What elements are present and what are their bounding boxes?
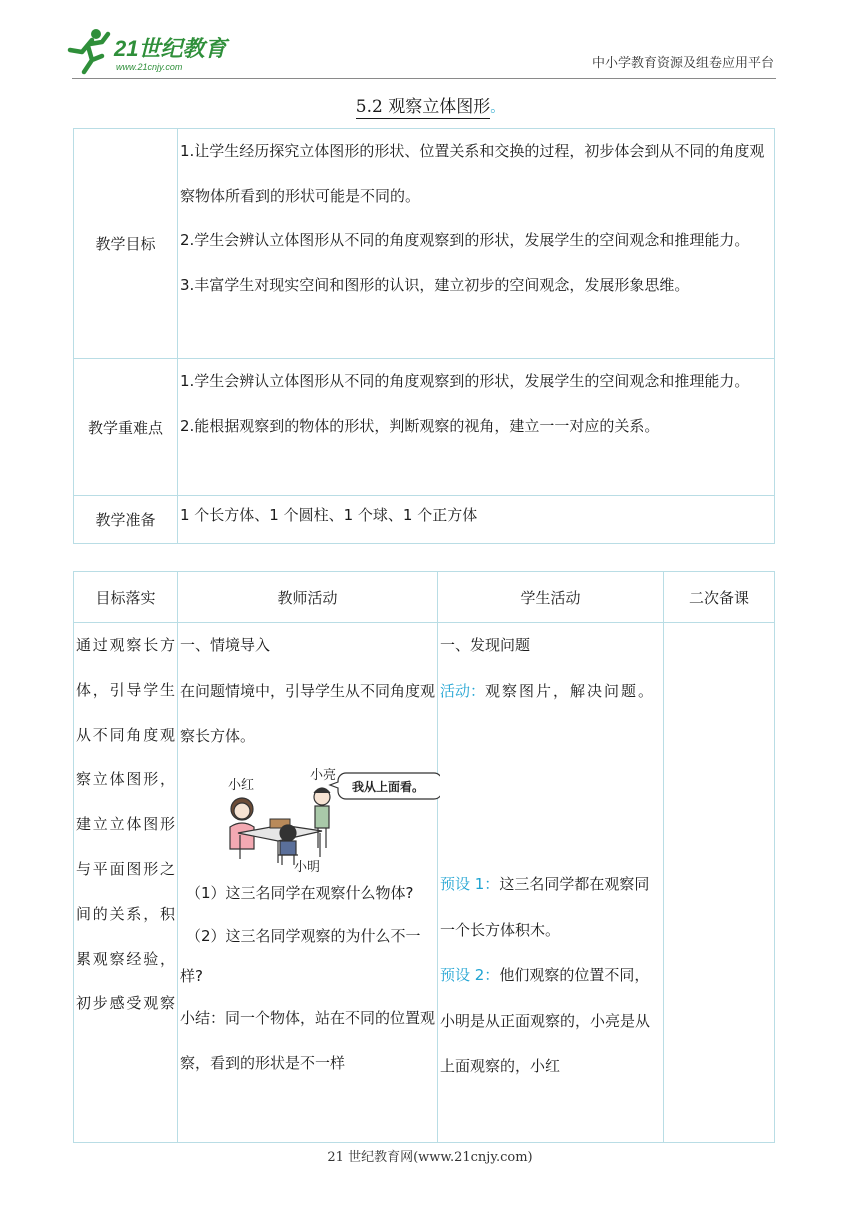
header-cell: 学生活动 <box>438 572 664 623</box>
row-content <box>178 496 775 544</box>
preset-2 <box>440 953 661 1090</box>
goal-item: 2.学生会辨认立体图形从不同的角度观察到的形状，发展学生的空间观念和推理能力。 <box>180 231 750 249</box>
speech-text: 我从上面看。 <box>352 779 425 794</box>
student-cell <box>438 623 664 1143</box>
title-text: 5.2 观察立体图形 <box>355 97 491 117</box>
teacher-intro: 在问题情境中，引导学生从不同角度观察长方体。 <box>180 681 436 745</box>
row-content <box>178 129 775 359</box>
document-title <box>0 92 860 117</box>
header-cell: 二次备课 <box>664 572 775 623</box>
row-label: 教学准备 <box>74 496 178 544</box>
activity-row <box>74 623 775 1143</box>
girl-figure <box>230 798 254 849</box>
header-divider <box>72 78 776 79</box>
header-cell: 目标落实 <box>74 572 178 623</box>
runner-icon <box>70 29 108 72</box>
goal-cell: 通过观察长方体，引导学生从不同角度观察立体图形，建立立体图形与平面图形之间的关系，积累观察经验，初步感受观察 <box>74 623 178 1143</box>
preset-1-text: 这三名同学都在观察同一个长方体积木。 <box>440 875 650 939</box>
preparation-item: 1 个长方体、1 个圆柱、1 个球、1 个正方体 <box>180 506 478 524</box>
label-xiaoliang: 小亮 <box>310 767 337 783</box>
label-xiaohong: 小红 <box>228 777 255 793</box>
title-mark: 。 <box>490 100 505 116</box>
goal-item: 3.丰富学生对现实空间和图形的认识，建立初步的空间观念，发展形象思维。 <box>180 275 690 294</box>
difficulty-item: 2.能根据观察到的物体的形状，判断观察的视角，建立一一对应的关系。 <box>180 416 660 435</box>
row-label: 教学重难点 <box>74 359 178 496</box>
logo-url: www.21cnjy.com <box>116 62 183 72</box>
logo-text: 21世纪教育 <box>114 36 227 61</box>
difficulty-row <box>74 359 775 496</box>
preset-2-text: 他们观察的位置不同，小明是从正面观察的，小亮是从上面观察的，小红 <box>440 966 651 1075</box>
student-activity <box>440 669 661 715</box>
boy-standing-figure <box>314 788 330 848</box>
logo <box>62 26 232 76</box>
notes-cell <box>664 623 775 1143</box>
question-2: （2）这三名同学观察的为什么不一样? <box>180 926 421 985</box>
teacher-cell <box>178 623 438 1143</box>
platform-name: 中小学教育资源及组卷应用平台 <box>591 56 774 71</box>
activity-label: 活动： <box>440 681 486 700</box>
preset-2-label: 预设 2： <box>440 966 500 984</box>
observation-illustration <box>182 761 440 873</box>
goal-row <box>74 129 775 359</box>
row-content <box>178 359 775 496</box>
teacher-section: 一、情境导入 <box>180 636 271 654</box>
footer: 21 世纪教育网(www.21cnjy.com) <box>327 1150 533 1165</box>
goals-table <box>73 128 775 544</box>
boy-sitting-figure <box>278 825 298 865</box>
preparation-row <box>74 496 775 544</box>
activity-text: 观察图片，解决问题。 <box>485 681 656 700</box>
row-label: 教学目标 <box>74 129 178 359</box>
preset-1-label: 预设 1： <box>440 875 500 893</box>
spacer <box>440 714 661 862</box>
student-section: 一、发现问题 <box>440 636 531 654</box>
header-row <box>74 572 775 623</box>
difficulty-item: 1.学生会辨认立体图形从不同的角度观察到的形状，发展学生的空间观念和推理能力。 <box>180 372 750 390</box>
activity-table <box>73 571 775 1143</box>
header-cell: 教师活动 <box>178 572 438 623</box>
goal-item: 1.让学生经历探究立体图形的形状、位置关系和交换的过程，初步体会到从不同的角度观察物体所看到的形状可能是不同的。 <box>180 142 765 205</box>
label-xiaoming: 小明 <box>294 859 321 873</box>
question-1: （1）这三名同学在观察什么物体? <box>186 883 414 902</box>
preset-1 <box>440 862 661 953</box>
summary: 小结：同一个物体，站在不同的位置观察，看到的形状是不一样 <box>180 1008 436 1072</box>
